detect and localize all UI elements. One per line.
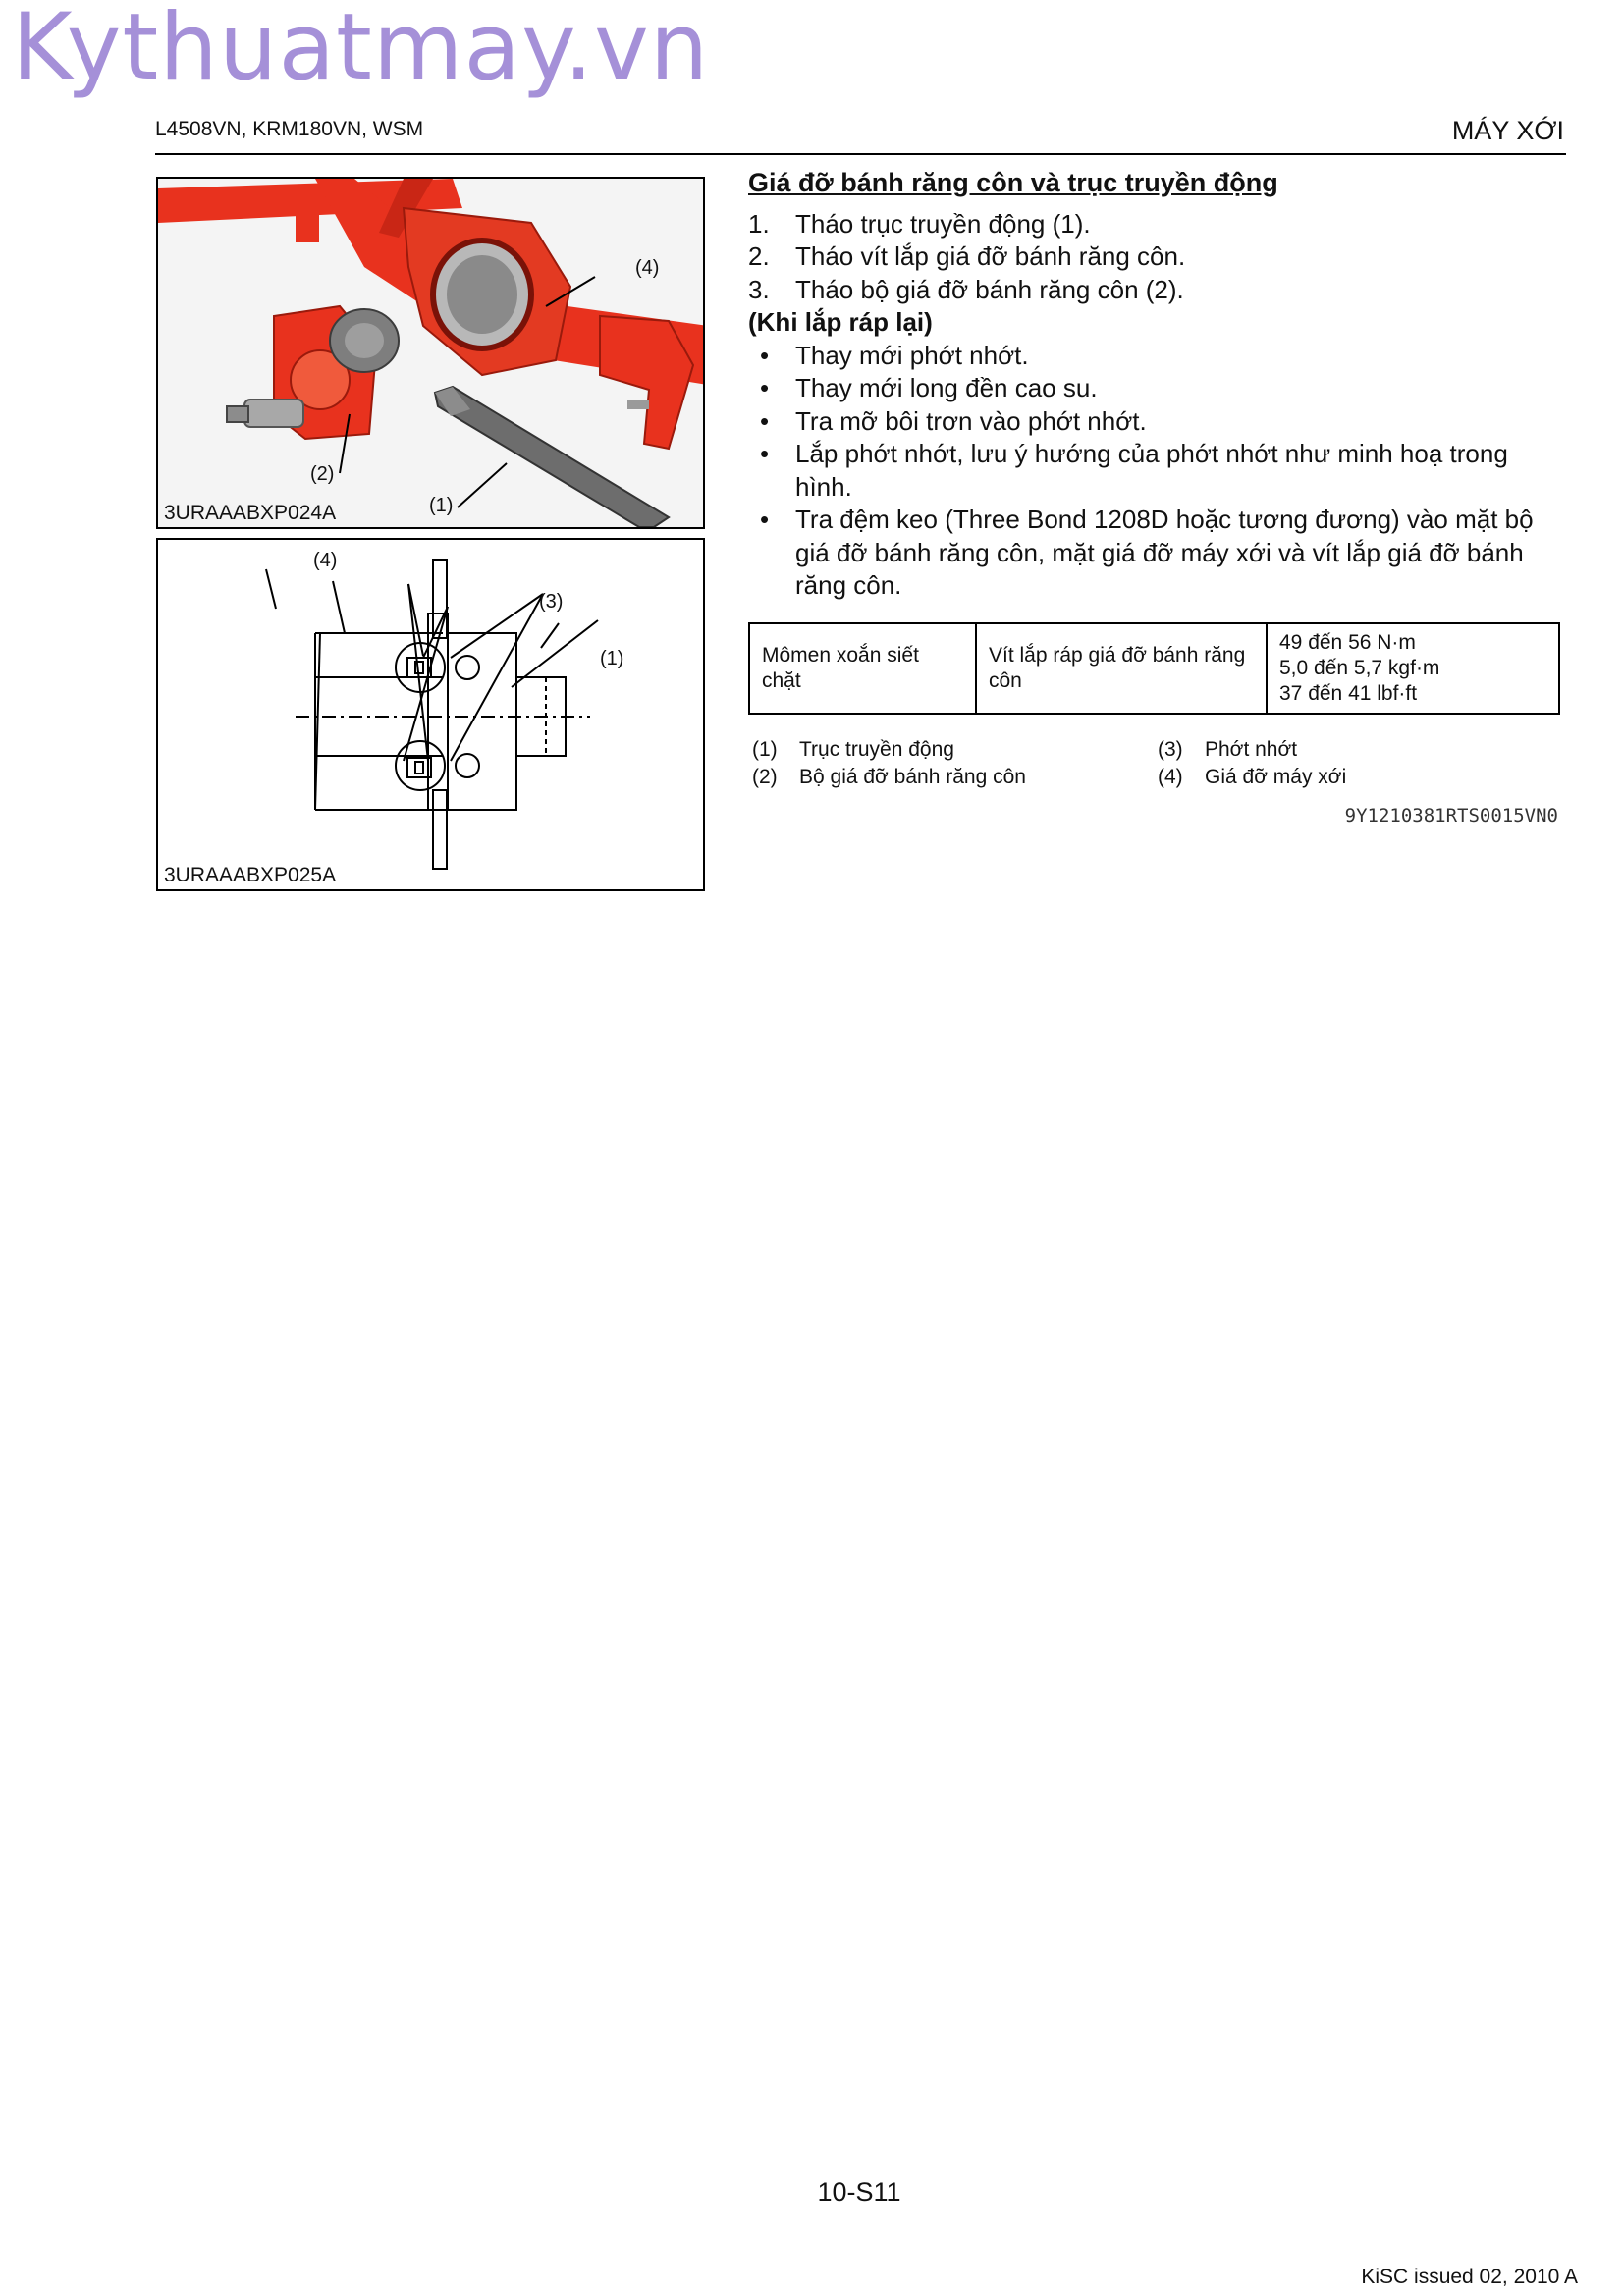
section-title: Giá đỡ bánh răng côn và trục truyền động (748, 168, 1278, 197)
legend-item (1158, 738, 1297, 762)
photo-illustration (158, 179, 703, 527)
legend-number: (1) (752, 738, 778, 761)
bullet-item: • Tra đệm keo (Three Bond 1208D hoặc tương đương) vào mặt bộ giá đỡ bánh răng côn, mặt giá đỡ máy xới và vít lắp giá đỡ bánh răng côn. (760, 505, 1534, 600)
step-item (748, 208, 1563, 241)
legend-item (752, 738, 954, 762)
legend-item (1158, 766, 1346, 789)
step-text: Tháo vít lắp giá đỡ bánh răng côn. (795, 241, 1186, 271)
figure-drawing (156, 538, 705, 891)
callout-1: (1) (600, 648, 624, 669)
callout-4: (4) (635, 257, 660, 279)
torque-value-nm: 49 đến 56 N·m (1279, 631, 1416, 654)
torque-item: Vít lắp ráp giá đỡ bánh răng côn (976, 623, 1267, 714)
torque-value-kgfm: 5,0 đến 5,7 kgf·m (1279, 657, 1440, 679)
bullet-item: • Thay mới long đền cao su. (760, 373, 1098, 402)
torque-values (1267, 623, 1559, 714)
torque-table (748, 622, 1560, 715)
steps-list (748, 208, 1563, 307)
legend-text: Phớt nhớt (1205, 738, 1298, 761)
bullet-item: • Thay mới phớt nhớt. (760, 340, 1029, 370)
bullet-text: Thay mới phớt nhớt. (795, 340, 1029, 370)
step-number: 3. (748, 274, 770, 304)
reassembly-title: (Khi lắp ráp lại) (748, 307, 933, 337)
legend-text: Bộ giá đỡ bánh răng côn (799, 766, 1026, 788)
step-number: 2. (748, 241, 770, 271)
issued-note: KiSC issued 02, 2010 A (1361, 2266, 1578, 2288)
bullet-item: • Lắp phớt nhớt, lưu ý hướng của phớt nhớt như minh hoạ trong hình. (760, 439, 1508, 502)
watermark-logo: Kythuatmay.vn (12, 0, 710, 101)
torque-value-lbfft: 37 đến 41 lbf·ft (1279, 682, 1418, 705)
bullet-item: • Tra mỡ bôi trơn vào phớt nhớt. (760, 405, 1147, 436)
bullet-text: Thay mới long đền cao su. (795, 373, 1098, 402)
torque-label: Mômen xoắn siết chặt (749, 623, 976, 714)
legend-number: (3) (1158, 738, 1183, 761)
page-number: 10-S11 (817, 2177, 901, 2207)
step-text: Tháo bộ giá đỡ bánh răng côn (2). (795, 274, 1184, 304)
figure-code: 3URAAABXP025A (164, 864, 337, 886)
header-rule (155, 153, 1566, 155)
legend-item (752, 766, 1026, 789)
cross-section-drawing (158, 540, 703, 889)
reassembly-list (748, 340, 1563, 603)
header-chapter: MÁY XỚI (1451, 116, 1564, 145)
figure-photo (156, 177, 705, 529)
callout-3: (3) (539, 591, 564, 613)
legend-text: Giá đỡ máy xới (1205, 766, 1347, 788)
legend-text: Trục truyền động (799, 738, 954, 761)
callout-4: (4) (313, 550, 338, 571)
document-code: 9Y1210381RTS0015VN0 (1344, 805, 1558, 827)
step-text: Tháo trục truyền động (1). (795, 208, 1091, 239)
legend-number: (4) (1158, 766, 1183, 788)
step-item (748, 274, 1563, 307)
figure-code: 3URAAABXP024A (164, 502, 337, 524)
header-model: L4508VN, KRM180VN, WSM (155, 118, 424, 140)
bullet-text: Tra đệm keo (Three Bond 1208D hoặc tương đương) vào mặt bộ giá đỡ bánh răng côn, mặt giá đỡ máy xới và vít lắp giá đỡ bánh răng côn. (795, 505, 1534, 600)
callout-1: (1) (429, 495, 454, 516)
callout-2: (2) (310, 463, 335, 485)
bullet-text: Lắp phớt nhớt, lưu ý hướng của phớt nhớt như minh hoạ trong hình. (795, 439, 1508, 502)
bullet-text: Tra mỡ bôi trơn vào phớt nhớt. (795, 405, 1147, 436)
step-item (748, 240, 1563, 274)
legend-number: (2) (752, 766, 778, 788)
step-number: 1. (748, 208, 770, 239)
section-content (748, 167, 1563, 603)
